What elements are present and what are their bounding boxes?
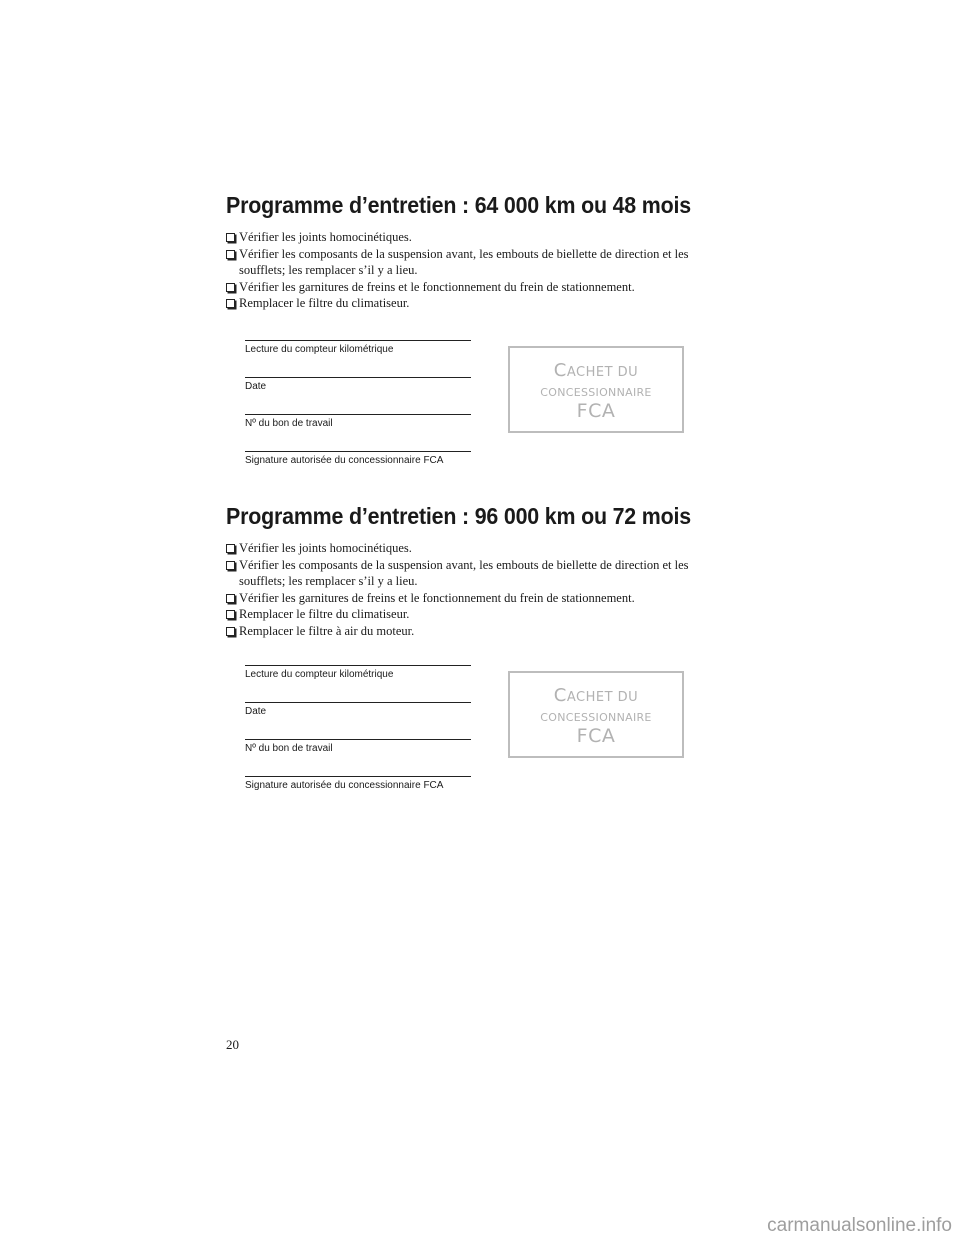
stamp-line-1: CACHET DU: [553, 360, 639, 381]
checkbox-icon[interactable]: [226, 594, 235, 603]
stamp-line-2: CONCESSIONNAIRE: [540, 386, 652, 399]
checklist-item: [226, 557, 736, 590]
checklist-item: [226, 590, 736, 607]
work-order-field[interactable]: [245, 414, 471, 429]
checklist-item: [226, 246, 736, 279]
date-field[interactable]: [245, 702, 471, 717]
checkbox-icon[interactable]: [226, 283, 235, 292]
signature-label: Signature autorisée du concessionnaire FCA: [245, 780, 444, 791]
section-title: Programme d’entretien : 64 000 km ou 48 mois: [226, 192, 691, 218]
date-label: Date: [245, 381, 267, 392]
watermark: carmanualsonline.info: [767, 1215, 952, 1236]
checklist-item-text: Vérifier les joints homocinétiques.: [239, 230, 412, 244]
checklist-item-text: Vérifier les joints homocinétiques.: [239, 541, 412, 555]
stamp-line-1: CACHET DU: [553, 685, 639, 706]
checkbox-icon[interactable]: [226, 299, 235, 308]
checklist-item-text: Remplacer le filtre du climatiseur.: [239, 296, 410, 310]
stamp-line-3: FCA: [576, 400, 616, 422]
checklist-item: [226, 279, 736, 296]
checkbox-icon[interactable]: [226, 561, 235, 570]
checklist-item-text: Vérifier les garnitures de freins et le fonctionnement du frein de stationnement.: [239, 590, 635, 605]
work-order-field[interactable]: [245, 739, 471, 754]
stamp-line-2: CONCESSIONNAIRE: [540, 711, 652, 724]
checklist-item: [226, 295, 736, 312]
date-field[interactable]: [245, 377, 471, 392]
checklist-item: [226, 229, 736, 246]
odometer-label: Lecture du compteur kilométrique: [245, 344, 394, 355]
checklist-item: [226, 606, 736, 623]
signature-label: Signature autorisée du concessionnaire FCA: [245, 455, 444, 466]
checklist-item-text: Remplacer le filtre du climatiseur.: [239, 607, 410, 621]
checklist-item-text: Vérifier les garnitures de freins et le fonctionnement du frein de stationnement.: [239, 279, 635, 294]
maintenance-section-64000: [226, 192, 736, 466]
checklist-item: [226, 623, 736, 640]
checkbox-icon[interactable]: [226, 544, 235, 553]
date-label: Date: [245, 706, 267, 717]
stamp-line-3: FCA: [576, 725, 616, 747]
checklist: [226, 540, 736, 639]
odometer-label: Lecture du compteur kilométrique: [245, 669, 394, 680]
dealer-stamp-box: [508, 671, 684, 758]
checkbox-icon[interactable]: [226, 233, 235, 242]
checklist: [226, 229, 736, 312]
signature-field[interactable]: [245, 776, 471, 791]
dealer-stamp-box: [508, 346, 684, 433]
work-order-label: Nº du bon de travail: [245, 418, 333, 429]
section-title: Programme d’entretien : 96 000 km ou 72 mois: [226, 503, 691, 529]
page-number: 20: [226, 1037, 239, 1052]
odometer-field[interactable]: [245, 665, 471, 680]
work-order-label: Nº du bon de travail: [245, 743, 333, 754]
maintenance-section-96000: [226, 503, 736, 791]
checklist-item-text: Vérifier les composants de la suspension avant, les embouts de biellette de direction et les soufflets; les remplacer s’il y a lieu.: [239, 557, 689, 588]
signature-field[interactable]: [245, 451, 471, 466]
checklist-item: [226, 540, 736, 557]
checkbox-icon[interactable]: [226, 250, 235, 259]
checklist-item-text: Remplacer le filtre à air du moteur.: [239, 623, 415, 638]
checklist-item-text: Vérifier les composants de la suspension avant, les embouts de biellette de direction et les soufflets; les remplacer s’il y a lieu.: [239, 246, 689, 277]
checkbox-icon[interactable]: [226, 610, 235, 619]
odometer-field[interactable]: [245, 340, 471, 355]
checkbox-icon[interactable]: [226, 627, 235, 636]
